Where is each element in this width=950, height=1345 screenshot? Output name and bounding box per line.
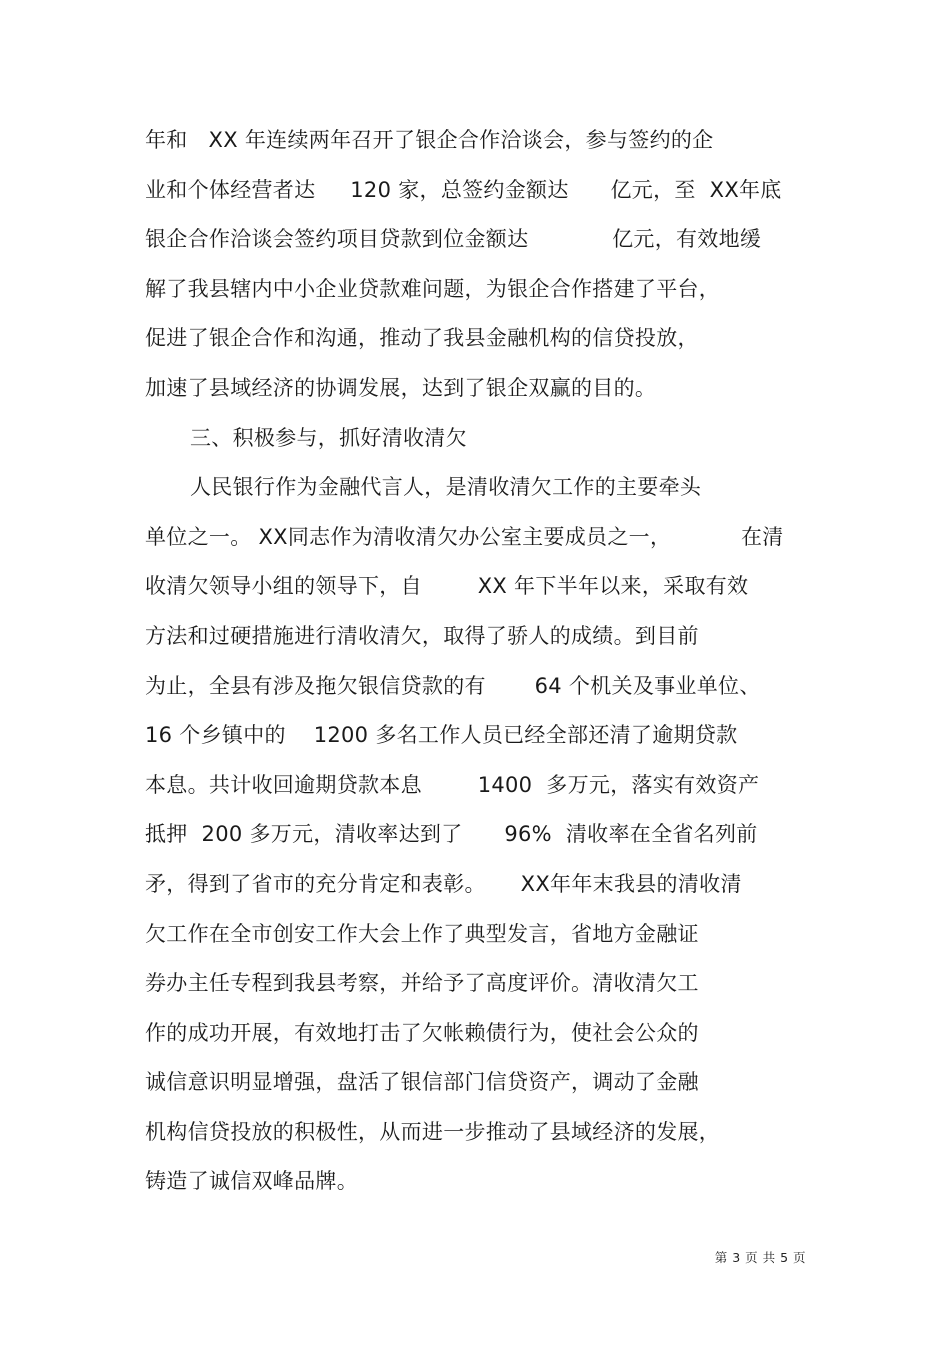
paragraph-line: 年和 XX 年连续两年召开了银企合作洽谈会，参与签约的企 xyxy=(145,128,714,152)
paragraph-line: 机构信贷投放的积极性，从而进一步推动了县域经济的发展， xyxy=(145,1119,721,1144)
paragraph-line: 诚信意识明显增强，盘活了银信部门信贷资产，调动了金融 xyxy=(145,1070,699,1095)
paragraph-line: 16 个乡镇中的 1200 多名工作人员已经全部还清了逾期贷款 xyxy=(145,723,738,748)
paragraph-line: 业和个体经营者达 120 家，总签约金额达 亿元，至 XX年底 xyxy=(145,177,782,202)
paragraph-line: 解了我县辖内中小企业贷款难问题，为银企合作搭建了平台， xyxy=(145,276,721,301)
paragraph-line: 作的成功开展，有效地打击了欠帐赖债行为，使社会公众的 xyxy=(145,1020,699,1045)
page-number: 第 3 页 共 5 页 xyxy=(714,1250,806,1265)
paragraph-line: 单位之一。 XX同志作为清收清欠办公室主要成员之一， 在清 xyxy=(145,524,784,549)
paragraph-line: 本息。共计收回逾期贷款本息 1400 多万元，落实有效资产 xyxy=(145,772,760,797)
paragraph-line: 抵押 200 多万元，清收率达到了 96% 清收率在全省名列前 xyxy=(145,822,758,847)
paragraph-line: 加速了县域经济的协调发展，达到了银企双赢的目的。 xyxy=(145,375,657,400)
paragraph-line: 促进了银企合作和沟通，推动了我县金融机构的信贷投放， xyxy=(145,326,699,351)
paragraph-line: 银企合作洽谈会签约项目贷款到位金额达 亿元，有效地缓 xyxy=(145,227,762,252)
paragraph-line: 券办主任专程到我县考察，并给予了高度评价。清收清欠工 xyxy=(145,971,699,996)
paragraph-line: 人民银行作为金融代言人，是清收清欠工作的主要牵头 xyxy=(190,475,702,500)
paragraph-line: 铸造了诚信双峰品牌。 xyxy=(145,1169,358,1194)
paragraph-line: 矛，得到了省市的充分肯定和表彰。 XX年年末我县的清收清 xyxy=(145,871,742,896)
paragraph-line: 收清欠领导小组的领导下，自 XX 年下半年以来，采取有效 xyxy=(145,574,749,599)
paragraph-line: 为止，全县有涉及拖欠银信贷款的有 64 个机关及事业单位、 xyxy=(145,673,761,698)
section-heading: 三、积极参与，抓好清收清欠 xyxy=(190,425,467,450)
paragraph-line: 欠工作在全市创安工作大会上作了典型发言，省地方金融证 xyxy=(145,921,699,946)
paragraph-line: 方法和过硬措施进行清收清欠，取得了骄人的成绩。到目前 xyxy=(145,623,699,648)
document-body xyxy=(145,116,825,1207)
